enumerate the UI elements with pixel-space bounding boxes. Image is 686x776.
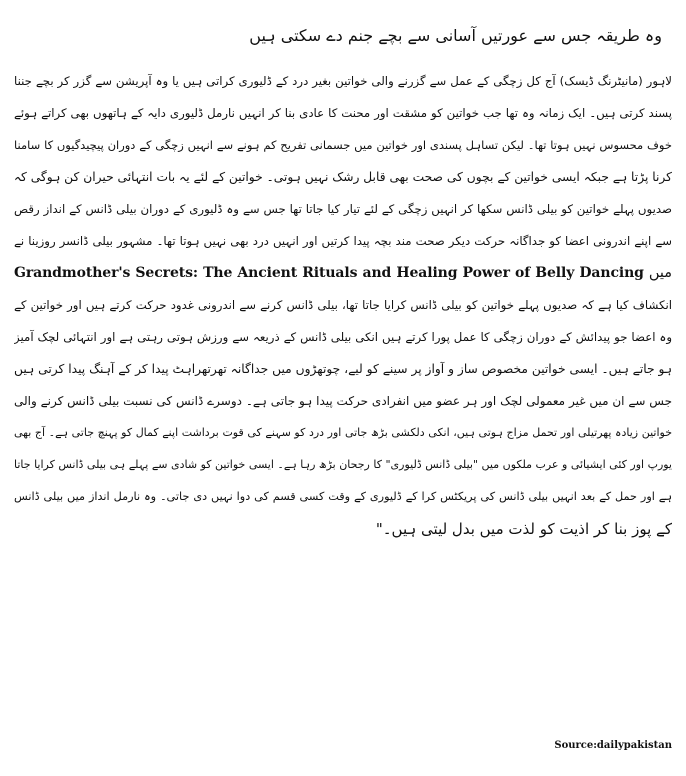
article-line: خواتین زیادہ پھرتیلی اور تحمل مزاج ہوتی ہیں، انکی دلکشی بڑھ جاتی اور درد کو سہنے کی قوت برداشت اپنے کمال کو پہنچ جاتی ہے۔ آج بھی xyxy=(14,426,672,439)
article-line: ہے اور حمل کے بعد انہیں بیلی ڈانس کی پریکٹس کرا کے ڈلیوری کے وقت کسی قسم کی دوا نہیں دی جاتی۔ وہ نارمل انداز میں بیلی ڈانس xyxy=(14,490,672,503)
article-line: سے اپنے اندرونی اعضا کو جداگانہ حرکت دیکر صحت مند بچہ پیدا کرتیں اور انہیں درد بھی نہیں ہوتا تھا۔ مشہور بیلی ڈانسر روزینا نے xyxy=(14,234,672,248)
book-title-suffix: میں xyxy=(648,265,672,281)
article-line: وہ اعضا جو پیدائش کے دوران زچگی کا عمل پورا کرتے ہیں انکی بیلی ڈانس کے ذریعہ سے ورزش ہوتی رہتی ہے اور انتہائی لچک آمیز xyxy=(14,330,672,344)
article-line: صدیوں پہلے خواتین کو بیلی ڈانس سکھا کر انہیں زچگی کے لئے تیار کیا جاتا تھا جس سے وہ ڈلیوری کے دوران بیلی ڈانس کے انداز رقص xyxy=(14,202,672,216)
article-body xyxy=(14,65,672,545)
article-line: پسند کرتی ہیں۔ ایک زمانہ وہ تھا جب خواتین کو مشقت اور محنت کا عادی بنا کر انہیں نارمل ڈلیوری دایہ کے ہاتھوں بھی کراتے ہوئے xyxy=(14,106,672,120)
article-title: وہ طریقہ جس سے عورتیں آسانی سے بچے جنم دے سکتی ہیں xyxy=(249,26,662,45)
article-line: کے پوز بنا کر اذیت کو لذت میں بدل لیتی ہیں۔" xyxy=(375,520,672,538)
book-title-line xyxy=(14,257,672,289)
article-line: ہو جاتے ہیں۔ ایسی خواتین مخصوص ساز و آواز پر سینے کو لیے، چوتھڑوں میں جداگانہ تھرتھراہٹ پیدا کر کے آہنگ پیدا کرتی ہیں xyxy=(14,362,672,376)
article-line: یورپ اور کئی ایشیائی و عرب ملکوں میں "بیلی ڈانس ڈلیوری" کا رجحان بڑھ رہا ہے۔ ایسی خواتین کو شادی سے پہلے ہی بیلی ڈانس کرایا جاتا xyxy=(14,458,672,471)
book-title: Grandmother's Secrets: The Ancient Rituals and Healing Power of Belly Dancing xyxy=(14,265,644,281)
article-line: جس سے ان میں غیر معمولی لچک اور ہر عضو میں انفرادی حرکت پیدا ہو جاتی ہے۔ دوسرے ڈانس کی نسبت بیلی ڈانس کرنے والی xyxy=(14,394,672,408)
article-line: خوف محسوس نہیں ہوتا تھا۔ لیکن تساہل پسندی اور خواتین میں جسمانی تفریح کم ہونے سے انہیں زچگی کے دوران پیچیدگیوں کا سامنا xyxy=(14,138,672,152)
article-line: کرنا پڑتا ہے جبکہ ایسی خواتین کے بچوں کی صحت بھی قابل رشک نہیں ہوتی۔ خواتین کے لئے یہ بات انتہائی حیران کن ہوگی کہ xyxy=(14,170,672,184)
source-credit: Source:dailypakistan xyxy=(554,740,672,751)
article-line: انکشاف کیا ہے کہ صدیوں پہلے خواتین کو بیلی ڈانس کرایا جاتا تھا، بیلی ڈانس کرنے سے اندرونی غدود حرکت کرتے ہیں اور خواتین کے xyxy=(14,298,672,312)
article-line: لاہور (مانیٹرنگ ڈیسک) آج کل زچگی کے عمل سے گزرنے والی خواتین بغیر درد کے ڈلیوری کراتی ہیں یا وہ آپریشن سے گزر کر بچے جننا xyxy=(14,74,672,88)
